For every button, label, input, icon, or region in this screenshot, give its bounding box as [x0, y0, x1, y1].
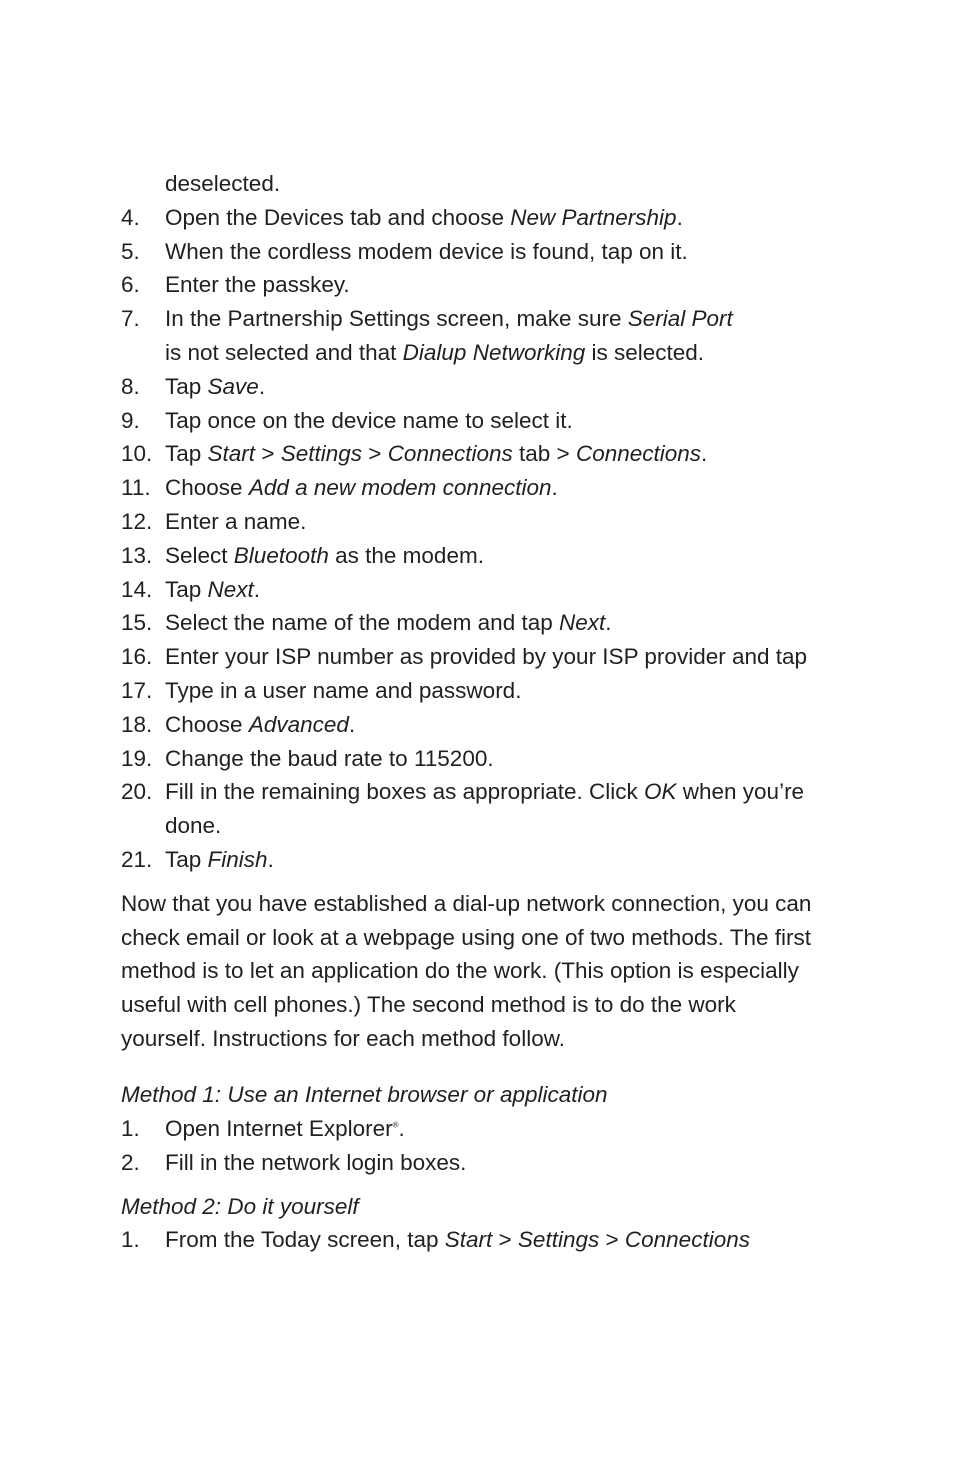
step-text: Enter a name. [165, 508, 307, 534]
step-text: Fill in the remaining boxes as appropriate. Click [165, 779, 644, 805]
continued-step-text: deselected. [165, 171, 281, 196]
step-emphasis: Finish [207, 846, 268, 872]
step-emphasis: Add a new modem connection [248, 475, 552, 501]
step-text: In the Partnership Settings screen, make sure [165, 306, 628, 332]
step-emphasis: Start [207, 441, 256, 467]
step-emphasis: Settings [517, 1227, 600, 1253]
step-emphasis: Bluetooth [233, 542, 329, 568]
step-number: 13. [121, 542, 153, 568]
step-number: 9. [121, 407, 140, 433]
step-text: is not selected and that [165, 339, 403, 365]
step-text: Tap [165, 576, 208, 602]
step-item [121, 235, 821, 269]
step-emphasis: Dialup Networking [402, 339, 586, 365]
step-text: Tap [165, 441, 208, 467]
page-content [121, 167, 821, 1257]
step-text: is selected. [585, 339, 705, 365]
step-text: Fill in the network login boxes. [165, 1149, 467, 1175]
step-item [121, 1223, 821, 1257]
step-text: Select [165, 542, 234, 568]
step-item [121, 471, 821, 505]
step-text: Choose [165, 475, 249, 501]
method-1-steps [121, 1112, 821, 1180]
step-number: 20. [121, 779, 153, 805]
step-emphasis: New Partnership [510, 204, 677, 230]
step-emphasis: Connections [387, 441, 513, 467]
method-1-heading: Method 1: Use an Internet browser or application [121, 1082, 608, 1108]
step-text: Tap [165, 846, 208, 872]
step-text: as the modem. [328, 542, 484, 568]
step-text: > [255, 441, 281, 467]
step-text: when you’re done. [165, 779, 805, 839]
step-item [121, 843, 821, 877]
step-number: 4. [121, 204, 140, 230]
step-number: 15. [121, 610, 153, 636]
step-item [121, 742, 821, 776]
step-text: . [551, 475, 558, 501]
step-item [121, 437, 821, 471]
step-text: . [348, 711, 356, 737]
step-item [121, 573, 821, 607]
step-emphasis: Start [444, 1227, 493, 1253]
step-number: 2. [121, 1149, 140, 1175]
step-text: Enter your ISP number as provided by your ISP provider and tap [165, 644, 808, 670]
step-item [121, 674, 821, 708]
step-emphasis: OK [643, 779, 677, 805]
step-item [121, 505, 821, 539]
step-number: 12. [121, 508, 153, 534]
step-number: 16. [121, 644, 153, 670]
step-text: > [599, 1227, 625, 1253]
step-text: > [492, 1227, 518, 1253]
method-2-heading: Method 2: Do it yourself [121, 1193, 359, 1219]
step-item [121, 1112, 821, 1146]
step-text: tab > [512, 441, 576, 467]
step-item [121, 775, 821, 843]
step-text: . [605, 610, 612, 636]
step-text: Open Internet Explorer [165, 1116, 393, 1142]
step-emphasis: Settings [280, 441, 363, 467]
step-number: 6. [121, 272, 140, 298]
step-item [121, 404, 821, 438]
step-text: > [362, 441, 388, 467]
step-emphasis: Connections [575, 441, 702, 467]
step-item [121, 708, 821, 742]
step-number: 14. [121, 576, 153, 602]
step-emphasis: Next [207, 576, 254, 602]
step-text: Tap once on the device name to select it. [165, 407, 573, 433]
step-item [121, 201, 821, 235]
step-number: 1. [121, 1227, 140, 1253]
step-number: 18. [121, 711, 153, 737]
step-item [121, 302, 821, 370]
step-number: 5. [121, 238, 140, 264]
step-text: . [258, 373, 266, 399]
step-number: 17. [121, 677, 153, 703]
step-emphasis: Advanced [248, 711, 349, 737]
step-text: Change the baud rate to 115200. [165, 745, 494, 771]
step-text: . [701, 441, 708, 467]
step-item [121, 539, 821, 573]
step-text: Enter the passkey. [165, 272, 350, 298]
step-item [121, 640, 821, 674]
step-text: Open the Devices tab and choose [165, 204, 511, 230]
registered-mark: ® [392, 1120, 399, 1130]
step-text: From the Today screen, tap [165, 1227, 445, 1253]
step-number: 1. [121, 1116, 140, 1142]
step-emphasis: Next [559, 610, 606, 636]
step-text: When the cordless modem device is found, tap on it. [165, 238, 688, 264]
step-text: Type in a user name and password. [165, 677, 522, 703]
step-number: 11. [121, 475, 151, 501]
step-number: 8. [121, 373, 140, 399]
step-number: 10. [121, 441, 153, 467]
step-item [121, 606, 821, 640]
setup-steps-list [121, 201, 821, 877]
step-emphasis: Save [207, 373, 259, 399]
step-text: . [398, 1116, 405, 1142]
step-number: 21. [121, 846, 153, 872]
step-text: . [253, 576, 261, 602]
step-emphasis: Connections [624, 1227, 750, 1253]
method-2-steps [121, 1223, 821, 1257]
step-item [121, 268, 821, 302]
step-text: Tap [165, 373, 208, 399]
step-item [121, 370, 821, 404]
step-emphasis: Serial Port [627, 306, 733, 332]
step-number: 19. [121, 745, 153, 771]
step-text: . [267, 846, 274, 872]
step-number: 7. [121, 306, 140, 332]
step-text: Choose [165, 711, 249, 737]
step-text: Select the name of the modem and tap [165, 610, 559, 636]
body-paragraph: Now that you have established a dial-up network connection, you can check email or look at a webpage using one of two methods. The first method is to let an application do the work. (This option is especially useful with cell phones.) The second method is to do the work yourself. Instructions for each method follow. [121, 890, 812, 1051]
step-text: . [676, 204, 683, 230]
step-item [121, 1146, 821, 1180]
